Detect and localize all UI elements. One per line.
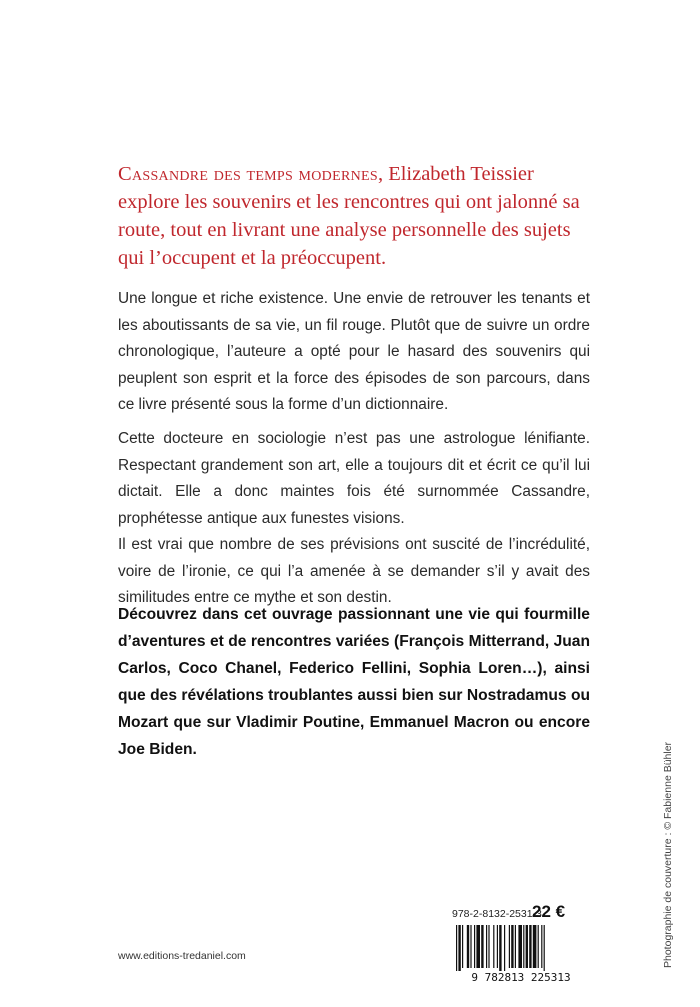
barcode-bars <box>456 925 545 971</box>
barcode-bar <box>493 925 494 968</box>
barcode-digits: 9 782813 225313 <box>471 971 571 983</box>
barcode-bar <box>511 925 513 968</box>
isbn-number: 978-2-8132-2531-3 <box>452 908 542 920</box>
barcode-bar <box>526 925 528 968</box>
barcode-bar <box>515 925 516 968</box>
barcode-bar <box>488 925 489 968</box>
barcode-bar <box>458 925 460 971</box>
barcode-bar <box>499 925 501 971</box>
paragraph-3: Découvrez dans cet ouvrage passionnant une vie qui fourmille d’aventures et de rencontres variées (François Mitterrand, Juan Carlos, Coco Chanel, Federico Fellini, Sophia Loren…), ainsi que des révélations troublantes aussi bien sur Nostradamus ou Mozart que sur Vladimir Poutine, Emmanuel Macron ou encore Joe Biden. <box>118 606 590 758</box>
barcode-bar <box>486 925 487 968</box>
barcode-bar <box>470 925 471 968</box>
barcode-bar <box>538 925 539 968</box>
barcode-bar <box>529 925 531 968</box>
publisher-website: www.editions-tredaniel.com <box>118 950 246 962</box>
barcode-bar <box>518 925 522 968</box>
barcode <box>452 925 590 983</box>
intro-rest: , Elizabeth Teissier explore les souvenirs et les rencontres qui ont jalonné sa route, tout en livrant une analyse personnelle des sujets qui l’occupent et la préoccupent. <box>118 163 580 269</box>
barcode-bar <box>456 925 457 971</box>
barcode-bar <box>509 925 510 968</box>
barcode-bar <box>504 925 505 971</box>
paragraph-2b: Il est vrai que nombre de ses prévisions ont suscité de l’incrédulité, voire de l’ironie, ce qui l’a amenée à se demander s’il y avait des similitudes entre ce mythe et son destin. <box>118 536 590 606</box>
intro-paragraph <box>118 160 590 272</box>
barcode-bar <box>541 925 542 968</box>
barcode-bar <box>544 925 545 971</box>
barcode-bar <box>481 925 483 968</box>
paragraph-2 <box>118 426 590 612</box>
barcode-bar <box>474 925 475 968</box>
price: 22 € <box>532 902 566 921</box>
barcode-bar <box>533 925 537 968</box>
barcode-bar <box>476 925 480 968</box>
paragraph-2a: Cette docteure en sociologie n’est pas une astrologue lénifiante. Respectant grandement son art, elle a toujours dit et écrit ce qu’il lui dictait. Elle a donc maintes fois été surnommée Cassandre, prophétesse antique aux funestes visions. <box>118 430 590 527</box>
paragraph-1: Une longue et riche existence. Une envie de retrouver les tenants et les aboutissants de sa vie, un fil rouge. Plutôt que de suivre un ordre chronologique, l’auteure a opté pour le hasard des souvenirs qui peuplent son esprit et la force des épisodes de son parcours, dans ce livre présenté sous la forme d’un dictionnaire. <box>118 290 590 413</box>
photo-credit: Photographie de couverture : © Fabienne Bühler <box>662 741 674 968</box>
intro-lead: Cassandre des temps modernes <box>118 163 378 185</box>
barcode-bar <box>467 925 469 968</box>
barcode-bar <box>497 925 498 968</box>
barcode-bar <box>462 925 463 968</box>
barcode-bar <box>523 925 524 968</box>
